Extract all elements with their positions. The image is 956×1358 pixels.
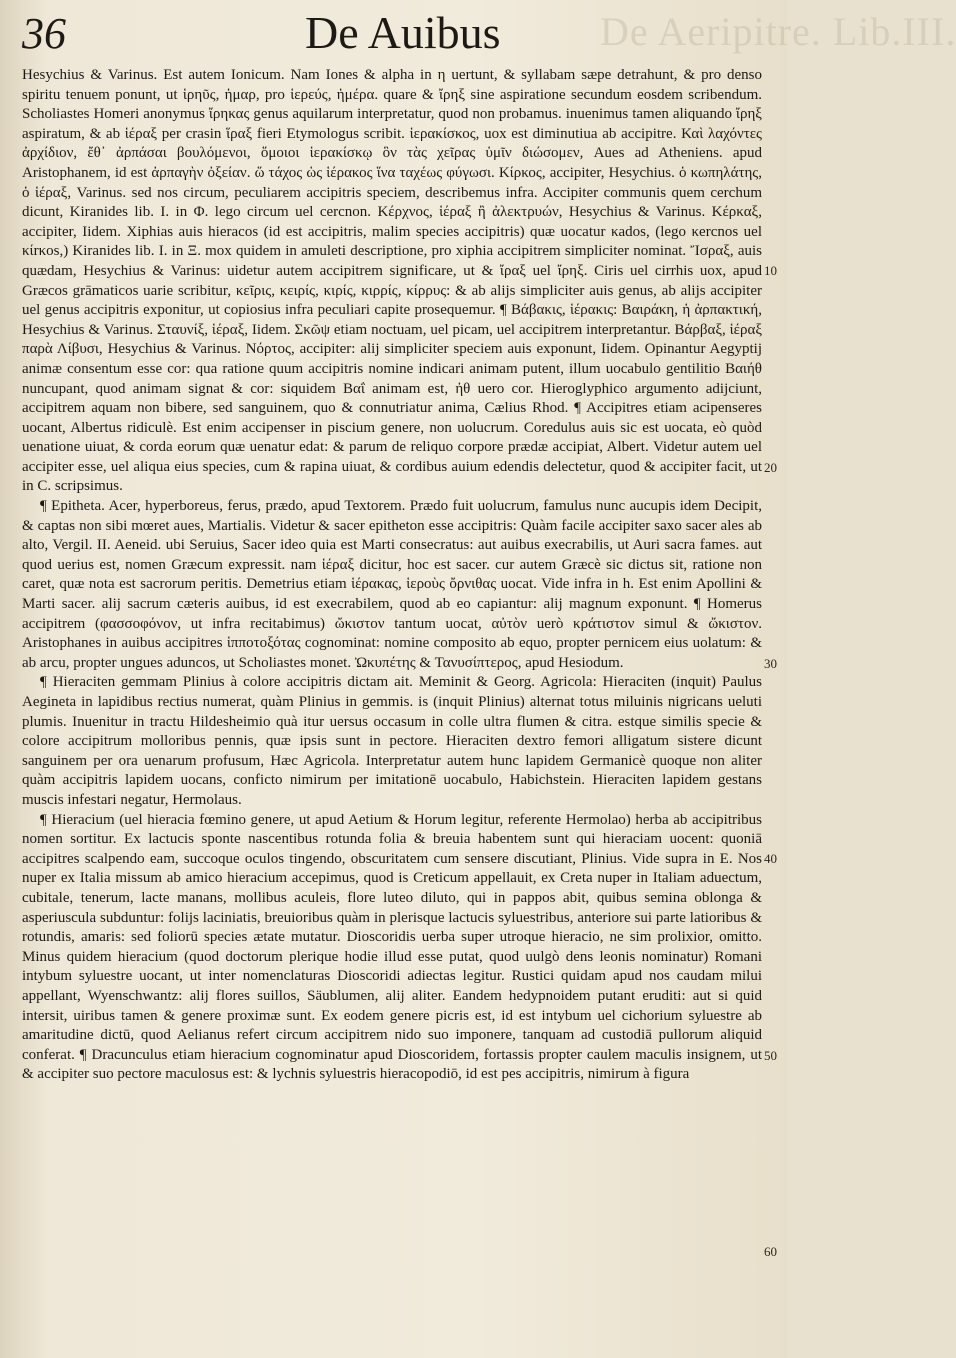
paragraph-hieracites: ¶ Hieraciten gemmam Plinius à colore accipitris dictam ait. Meminit & Georg. Agricola: Hieraciten (inquit) Paulus Aegineta in lapidibus rectius numerat, quàm Plinius in gemmis. is (inquit Plinius) alternat totus miluinis nigricans ueluti plumis. Inuenitur in tractu Hildesheimio quà itur uersus occasum in colle ultra flumen & citra. estque similis specie & colore accipitrum molloribus pennis, quæ ipsis sunt in pectore. Hieraciten dextro femori alligatum sistere dicunt sanguinem per ora uenarum profusum, Hæc Agricola. Interpretatur autem hunc lapidem Germanicè quoque non aliter quàm accipitris lapidem uocans, conficto nimirum per imitationē uocabulo, Habichstein. Hieraciten lapidem gestans muscis infestari negatur, Hermolaus. xyxy=(22,674,762,808)
paragraph-epitheta: ¶ Epitheta. Acer, hyperboreus, ferus, prædo, apud Textorem. Prædo fuit uolucrum, famulus nunc aucupis idem Decipit, & captas non sibi mœret aues, Martialis. Videtur & sacer epitheton esse accipitris: Quàm facile accipiter saxo sacer ales ab alto, Vergil. II. Aeneid. ubi Seruius, Sacer ideo quia est Marti consecratus: aut auibus execrabilis, ut Auri sacra fames. aut quod uerius est, nomen Græcum expressit. nam ἱέραξ dicitur, hoc est sacer. cur autem Græcè sic dictus sit, ratione non caret, quæ nota est sacrorum peritis. Demetrius etiam ἱέρακας, ἱεροὺς ὄρνιθας uocat. Vide infra in h. Est enim Apollini & Marti sacer. alij sacrum cæteris auibus, id est execrabilem, quod ab eo capiantur: alij magnum exponunt. ¶ Homerus accipitrem (φασσοφόνον, ut infra recitabimus) ὤκιστον tantum uocat, αὐτὸν uerò κράτιστον simul & ὤκιστον. Aristophanes in auibus accipitres ἱπποτοξότας cognominat: nomine composito ab equo, propter pernicem eius uolatum: & ab arcu, propter ungues aduncos, ut Scholiastes monet. Ὠκυπέτης & Τανυσίπτερος, apud Hesiodum. xyxy=(22,498,762,671)
margin-line-number: 20 xyxy=(764,460,777,475)
running-head: De Auibus xyxy=(305,7,501,58)
margin-line-number: 40 xyxy=(764,851,777,866)
paragraph-hieracium: ¶ Hieracium (uel hieracia fœmino genere, ut apud Aetium & Horum legitur, referente Hermolao) herba ab accipitribus nomen sortitur. Ex lactucis sponte nascentibus rotunda folia & breuia habentem sunt qui hieraciam uocent: quoniā accipitres scalpendo eam, succoque oculos tingendo, obscuritatem cum sensere discutiant, Plinius. Vide supra in E. Nos nuper ex Italia missum ab amico hieracium accepimus, quod is Creticum appellauit, ex Creta nuper in Italiam aduectum, cubitale, tenerum, lacte manans, mollibus aculeis, flore luteo diluto, qui in pappos abit, quibus semina oblonga & asperiuscula subduntur: folijs laciniatis, breuioribus quàm in plerisque lactucis syluestribus, anteriore sui parte latioribus & rotundis, amaris: sed foliorū species ætate mutatur. Dioscoridis uerba super utroque hieracio, ne sim prolixior, omitto. Minus quidem hieracium (quod doctorum plerique hodie illud esse putat, quod uulgò dens leonis nominatur) Romani intybum syluestre uocant, ut inter nomenclaturas Dioscoridi adiectas legitur. Rustici quidam apud nos caudam milui appellant, Wyenschwantz: alij flores suillos, Säublumen, alij aliter. Eandem hedypnoidem putant eruditi: aut si quid intersit, uiribus tamen & genere proximæ sunt. Ex eodem genere picris est, id est intybum uel cichorium syluestre ab amaritudine dictū, quod Aelianus refert circum accipitrem nido suo imponere, tanquam ad custodiā pullorum aliquid conferat. ¶ Dracunculus etiam hieracium cognominatur apud Dioscoridem, fortassis propter caulem maculis insignem, ut & accipiter suo pectore maculosus est: & lychnis syluestris hieracopodiō, id est pes accipitris, nimirum à figura xyxy=(22,811,762,1083)
margin-line-number: 50 xyxy=(764,1048,777,1063)
page-number: 36 xyxy=(22,9,66,58)
margin-line-number: 30 xyxy=(764,656,777,671)
body-text xyxy=(22,66,762,1085)
margin-line-number: 60 xyxy=(764,1244,777,1259)
margin-line-number: 10 xyxy=(764,263,777,278)
show-through-text: De Aeripitre. Lib.III. xyxy=(600,9,956,54)
paragraph-greek-names: Hesychius & Varinus. Est autem Ionicum. Nam Iones & alpha in η uertunt, & syllabam sæpe detrahunt, & pro denso spiritu tenuem ponunt, ut ἱρηῦς, ἡμαρ, pro ἱερεύς, ἡμέρα. quare & ἴρηξ sine aspiratione secundum eosdem scribendum. Scholiastes Homeri anonymus ἴρηκας genus aquilarum interpretatur, quod non probamus. inuenimus tamen aliquando ἴρηξ aspiratum, & ab ἱέραξ per crasin ἵραξ fieri Etymologus scribit. ἱερακίσκος, uox est diminutiua ab accipitre. Καὶ λαχόντες ἀρχίδιον, ἔθ᾽ ἀρπάσαι βουλόμενοι, ὅμοιοι ἱερακίσκῳ ὃν τὰς χεῖρας ὑμῖν διώσομεν, Aues ad Atheniens. apud Aristophanem, id est ἀρπαγὴν ὀξείαν. ὥ τάχος ὡς ἱέρακος ἵνα ταχέως φύγωσι. Κίρκος, accipiter, Hesychius. ὁ κωπηλάτης, ὁ ἱέραξ, Varinus. sed nos circum, peculiarem accipitris speciem, describemus infra. Accipiter communis quem cerchum dicunt, Kiranides lib. I. in Φ. lego circum uel cercnon. Κέρχνος, ἱέραξ ἢ ἀλεκτρυών, Hesychius & Varinus. Κέρκαξ, accipiter, Iidem. Xiphias auis hieracos (id est accipitris, malim species accipitris) quæ uocatur κados, (lego κercnos uel κίrκos,) Kiranides lib. I. in Ξ. mox quidem in amuleti descriptione, pro xiphia accipitrem simpliciter nominat. Ἴσραξ, auis quædam, Hesychius & Varinus: uidetur autem accipitrem significare, ut & ἴραξ uel ἴρηξ. Ciris uel cirrhis uox, apud Græcos grāmaticos uarie scribitur, κεῖρις, κειρίς, κιρίς, κιρρίς, κίρρυς: & ab alijs simpliciter auis genus, ab alijs accipiter uel genus accipitris exponitur, ut copiosius infra peculiari capite prosequemur. ¶ Βάβακις, ἱέρακις: Βαιράκη, ἡ ἀρπακτική, Hesychius & Varinus. Σταυνίξ, ἱέραξ, Iidem. Σκῶψ etiam noctuam, uel picam, uel accipitrem interpretantur. Βάρβαξ, ἱέραξ παρὰ Λίβυσι, Hesychius & Varinus. Νόρτος, accipiter: alij simpliciter speciem auis exponunt, Iidem. Opinantur Aegyptij animæ consentum esse cor: qua ratione quum accipitris nomine indicari animam putent, illum uocabulo gentilitio Βαιήθ nuncupant, quod animam signat & cor: siquidem Βαΐ animam est, ἠθ uero cor. Hieroglyphico argumento adijciunt, accipitrem aquam non bibere, sed sanguinem, quo & connutriatur anima, Cælius Rhod. ¶ Accipitres etiam acipenseres uocant, Albertus ridiculè. Est enim accipenser in piscium genere, non uolucrum. Coredulus auis sic est uocata, eò quòd uenatione uiuat, & corda eorum quæ uenatur edat: & parum de reliquo corpore prædæ accipiat, Albert. Videtur autem uel accipiter esse, uel aliqua eius species, cum & rapina uiuat, & cordibus auium edendis delectetur, quod & accipiter facit, ut in C. scripsimus. xyxy=(22,67,762,495)
